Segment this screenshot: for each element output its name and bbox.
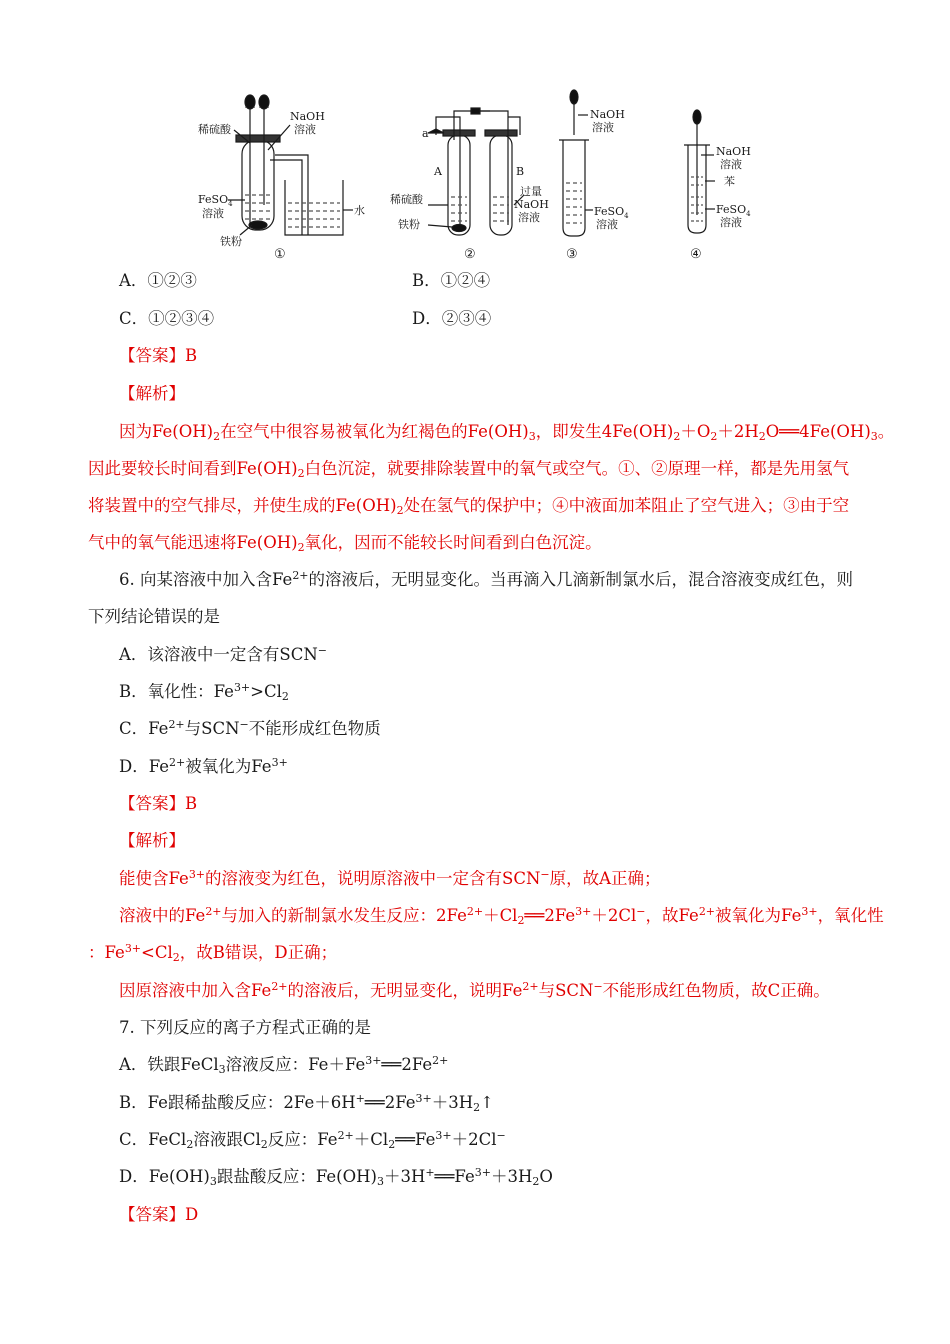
label-naoh: NaOH: [514, 198, 549, 211]
apparatus-number: ④: [690, 247, 702, 262]
analysis-label: 【解析】: [119, 831, 185, 850]
q7-option-a: A．铁跟FeCl$_3$溶液反应：$Fe+Fe^{3+}══2Fe^{2+}$: [119, 1054, 449, 1076]
label-feso4: FeSO$_4$: [594, 205, 629, 220]
apparatus-number: ①: [274, 247, 286, 262]
q5-analysis-line-4: 气中的氧气能迅速将$Fe(OH)_2$氧化，因而不能较长时间看到白色沉淀。: [88, 533, 602, 554]
q6-analysis-line-4: 因原溶液中加入含$Fe^{2+}$的溶液后，无明显变化，说明$Fe^{2+}$与SCN−不能形成红色物质，故C正确。: [119, 980, 830, 1000]
label-valve-a: a: [422, 127, 429, 140]
label-tube-a: A: [434, 165, 442, 178]
label-feso4-solution: 溶液: [596, 218, 618, 231]
apparatus-1-labels: [198, 110, 365, 262]
q5-analysis-line-2: 因此要较长时间看到$Fe(OH)_2$白色沉淀，就要排除装置中的氧气或空气。①、②原理一样，都是先用氢气: [88, 459, 850, 480]
q6-analysis-line-2: 溶液中的$Fe^{2+}$与加入的新制氯水发生反应：$2Fe^{2+}+Cl_2══2Fe^{3+}+2Cl^-$，故$Fe^{2+}$被氧化为$Fe^{3+}$，氧化性: [119, 905, 884, 927]
label-benzene: 苯: [724, 175, 735, 188]
q6-analysis-label: [119, 830, 185, 852]
q5-option-a: A．①②③: [119, 271, 197, 290]
apparatus-figure: [190, 85, 770, 265]
q6-analysis-line-1: 能使含$Fe^{3+}$的溶液变为红色，说明原溶液中一定含有SCN−原，故A正确；: [119, 868, 661, 888]
q6-stem-line-1: 6. 向某溶液中加入含$Fe^{2+}$的溶液后，无明显变化。当再滴入几滴新制氯水后，混合溶液变成红色，则: [119, 569, 854, 589]
q5-answer: [119, 345, 197, 367]
apparatus-number: ②: [464, 247, 476, 262]
label-naoh: NaOH: [590, 108, 625, 121]
answer-label: 【答案】: [119, 346, 185, 365]
answer-value: D: [185, 1205, 199, 1224]
answer-value: B: [185, 346, 198, 365]
q7-option-b: B．Fe跟稀盐酸反应：$2Fe+6H^+══2Fe^{3+}+3H_2↑$: [119, 1092, 494, 1114]
q6-analysis-line-3: ：$Fe^{3+}<Cl_2$，故B错误，D正确；: [88, 942, 338, 964]
label-naoh: NaOH: [290, 110, 325, 123]
q6-answer: [119, 793, 197, 815]
q6-option-a: A．该溶液中一定含有SCN−: [119, 644, 328, 664]
label-excess: 过量: [520, 185, 542, 198]
label-naoh-solution: 溶液: [592, 121, 614, 134]
q7-option-c: C．FeCl$_2$溶液跟$Cl_2$反应：$Fe^{2+}+Cl_2══Fe^{3+}+2Cl^-$: [119, 1129, 506, 1151]
apparatus-3-labels: [566, 108, 629, 262]
label-water: 水: [354, 204, 365, 217]
label-naoh-solution: 溶液: [294, 123, 316, 136]
q7-stem: 7. 下列反应的离子方程式正确的是: [119, 1018, 371, 1037]
q5-analysis-line-1: 因为$Fe(OH)_2$在空气中很容易被氧化为红褐色的$Fe(OH)_3$，即发生$4Fe(OH)_2+O_2+2H_2O══4Fe(OH)_3$。: [119, 422, 895, 443]
label-tube-b: B: [516, 165, 525, 178]
answer-value: B: [185, 794, 198, 813]
label-naoh-solution: 溶液: [518, 211, 540, 224]
q6-option-c: C．$Fe^{2+}$与SCN−不能形成红色物质: [119, 718, 381, 738]
label-acid: 稀硫酸: [390, 193, 423, 206]
answer-label: 【答案】: [119, 1205, 185, 1224]
q7-answer: [119, 1204, 198, 1226]
q5-analysis-line-3: 将装置中的空气排尽，并使生成的$Fe(OH)_2$处在氢气的保护中；④中液面加苯阻止了空气进入；③由于空: [88, 496, 850, 517]
label-feso4-solution: 溶液: [202, 207, 224, 220]
label-feso4: FeSO$_4$: [198, 193, 233, 208]
label-acid: 稀硫酸: [198, 123, 231, 136]
q5-option-c: C．①②③④: [119, 309, 215, 328]
apparatus-4-labels: [690, 145, 751, 262]
q6-stem-line-2: 下列结论错误的是: [88, 607, 220, 626]
apparatus-3: [559, 90, 593, 236]
q5-analysis-label: [119, 383, 185, 405]
label-iron: 铁粉: [220, 235, 242, 248]
q5-option-b: B．①②④: [412, 271, 491, 290]
label-naoh: NaOH: [716, 145, 751, 158]
q6-option-d: D．$Fe^{2+}$被氧化为$Fe^{3+}$: [119, 756, 288, 776]
answer-label: 【答案】: [119, 794, 185, 813]
q7-option-d: D．$Fe(OH)_3$跟盐酸反应：$Fe(OH)_3+3H^+══Fe^{3+}+3H_2O$: [119, 1166, 553, 1188]
label-feso4: FeSO$_4$: [716, 203, 751, 218]
label-naoh-solution: 溶液: [720, 158, 742, 171]
q6-option-b: B．氧化性：$Fe^{3+}>Cl_2$: [119, 681, 289, 703]
analysis-label: 【解析】: [119, 384, 185, 403]
apparatus-number: ③: [566, 247, 578, 262]
q5-option-d: D．②③④: [412, 309, 492, 328]
label-iron: 铁粉: [398, 218, 420, 231]
label-feso4-solution: 溶液: [720, 216, 742, 229]
apparatus-4: [684, 110, 715, 233]
apparatus-2: [428, 108, 524, 235]
